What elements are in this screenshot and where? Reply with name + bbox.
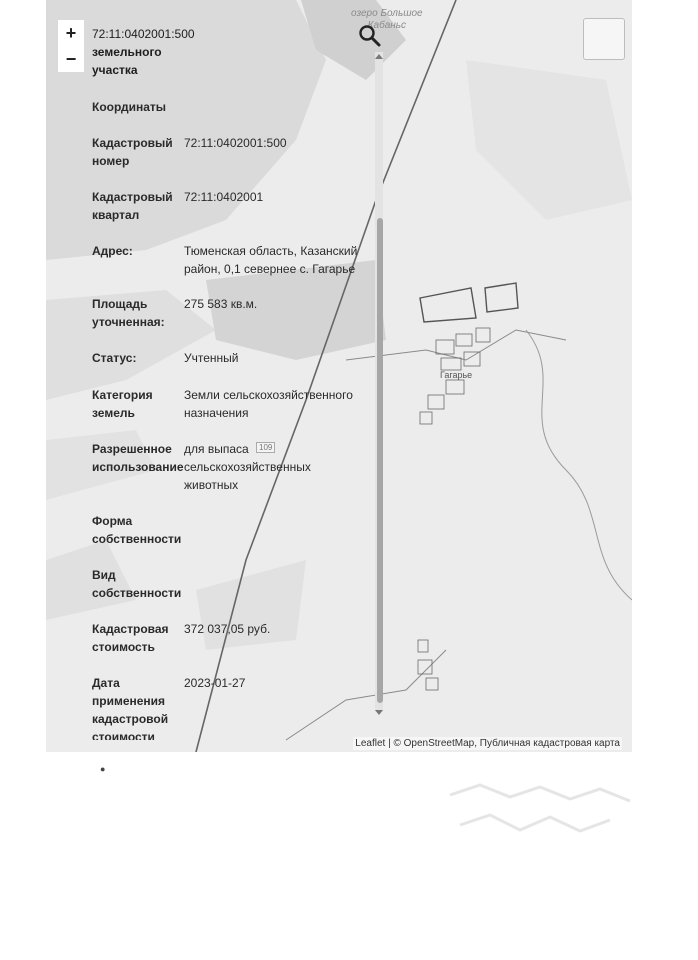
info-label: Адрес: (92, 244, 133, 258)
info-value: Тюменская область, Казанский район, 0,1 севернее с. Гагарье (184, 244, 358, 276)
road-number-badge: 109 (256, 442, 275, 453)
lake-label-line-2: Кабаньс (367, 20, 407, 31)
parcel-title-number: 72:11:0402001:500 (92, 27, 195, 41)
leaflet-link[interactable]: Leaflet (355, 738, 386, 749)
zoom-out-button[interactable]: − (65, 49, 77, 69)
info-value: 72:11:0402001:500 (184, 136, 287, 150)
info-label: Кадастровая стоимость (92, 622, 169, 654)
scrollbar-thumb[interactable] (377, 218, 383, 703)
parcel-info-panel (84, 22, 374, 740)
coordinates-label[interactable]: Координаты (92, 100, 167, 114)
lake-label-line-1: озеро Большое (351, 8, 423, 19)
map-attribution (353, 737, 622, 750)
info-value: 372 037,05 руб. (184, 622, 271, 636)
info-label: Разрешенное использование (92, 442, 184, 474)
watermark-stamp (440, 775, 640, 855)
village-label: Гагарье (440, 370, 473, 380)
parcel-title-sub-1: земельного (92, 45, 162, 59)
info-label: Категория земель (92, 388, 153, 420)
scroll-up-arrow-icon[interactable] (375, 54, 383, 59)
info-value: 72:11:0402001 (184, 190, 264, 204)
info-value: 2023-01-27 (184, 676, 246, 690)
info-label: Кадастровый номер (92, 136, 173, 168)
info-label: Вид собственности (92, 568, 182, 600)
info-label: Дата применения кадастровой стоимости (92, 676, 169, 740)
info-label: Форма собственности (92, 514, 182, 546)
info-value: 275 583 кв.м. (184, 297, 258, 311)
layers-control[interactable] (583, 18, 625, 60)
zoom-in-button[interactable]: + (65, 23, 77, 43)
parcel-title (92, 25, 362, 79)
parcel-title-sub-2: участка (92, 63, 138, 77)
marker-dot-icon: ● (100, 764, 106, 774)
info-value: Земли сельскохозяйственного назначения (184, 388, 353, 420)
attribution-text: | © OpenStreetMap, Публичная кадастровая карта (385, 738, 620, 749)
info-label: Статус: (92, 351, 137, 365)
info-value: для выпаса сельскохозяйственных животных (184, 442, 311, 492)
zoom-control (58, 20, 84, 72)
info-label: Кадастровый квартал (92, 190, 173, 222)
scroll-down-arrow-icon[interactable] (375, 710, 383, 715)
info-label: Площадь уточненная: (92, 297, 165, 329)
info-value: Учтенный (184, 351, 239, 365)
